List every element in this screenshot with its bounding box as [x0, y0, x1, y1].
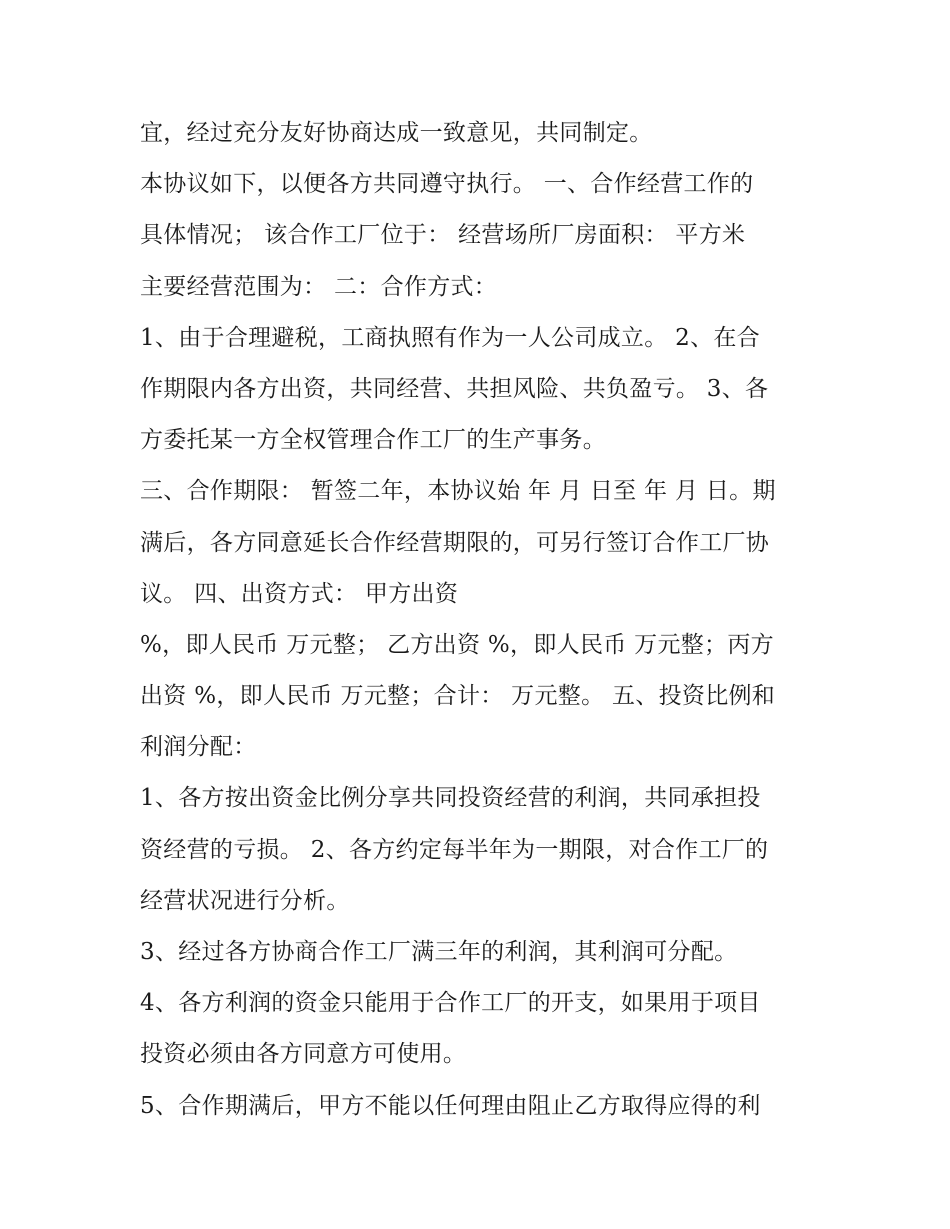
text-line: 3、经过各方协商合作工厂满三年的利润，其利润可分配。: [140, 939, 738, 965]
text-line: 1、由于合理避税，工商执照有作为一人公司成立。 2、在合: [140, 324, 760, 351]
text-line: 三、合作期限： 暂签二年，本协议始 年 月 日至 年 月 日。期: [140, 478, 776, 505]
text-line: 具体情况； 该合作工厂位于： 经营场所厂房面积： 平方米: [140, 222, 746, 249]
text-line: 资经营的亏损。 2、各方约定每半年为一期限，对合作工厂的: [140, 836, 769, 863]
document-text-body: [140, 108, 820, 1132]
text-line: 利润分配：: [140, 734, 257, 761]
text-line: 方委托某一方全权管理合作工厂的生产事务。: [140, 427, 606, 454]
text-line: 投资必须由各方同意方可使用。: [140, 1041, 467, 1068]
text-line: 主要经营范围为： 二：合作方式：: [140, 273, 498, 300]
text-line: 4、各方利润的资金只能用于合作工厂的开支，如果用于项目: [140, 990, 761, 1017]
text-line: %，即人民币 万元整； 乙方出资 %，即人民币 万元整；丙方: [140, 631, 774, 658]
text-line: 经营状况进行分析。: [140, 887, 350, 914]
text-line: 作期限内各方出资，共同经营、共担风险、共负盈亏。 3、各: [140, 375, 769, 402]
text-line: 本协议如下，以便各方共同遵守执行。 一、合作经营工作的: [140, 171, 754, 198]
text-line: 5、合作期满后，甲方不能以任何理由阻止乙方取得应得的利: [140, 1092, 761, 1119]
text-line: 宜，经过充分友好协商达成一致意见，共同制定。: [140, 120, 653, 146]
text-line: 出资 %，即人民币 万元整；合计： 万元整。 五、投资比例和: [140, 683, 776, 710]
text-line: 满后，各方同意延长合作经营期限的，可另行签订合作工厂协: [140, 529, 770, 556]
text-line: 议。 四、出资方式： 甲方出资: [140, 580, 459, 607]
text-line: 1、各方按出资金比例分享共同投资经营的利润，共同承担投: [140, 785, 761, 812]
